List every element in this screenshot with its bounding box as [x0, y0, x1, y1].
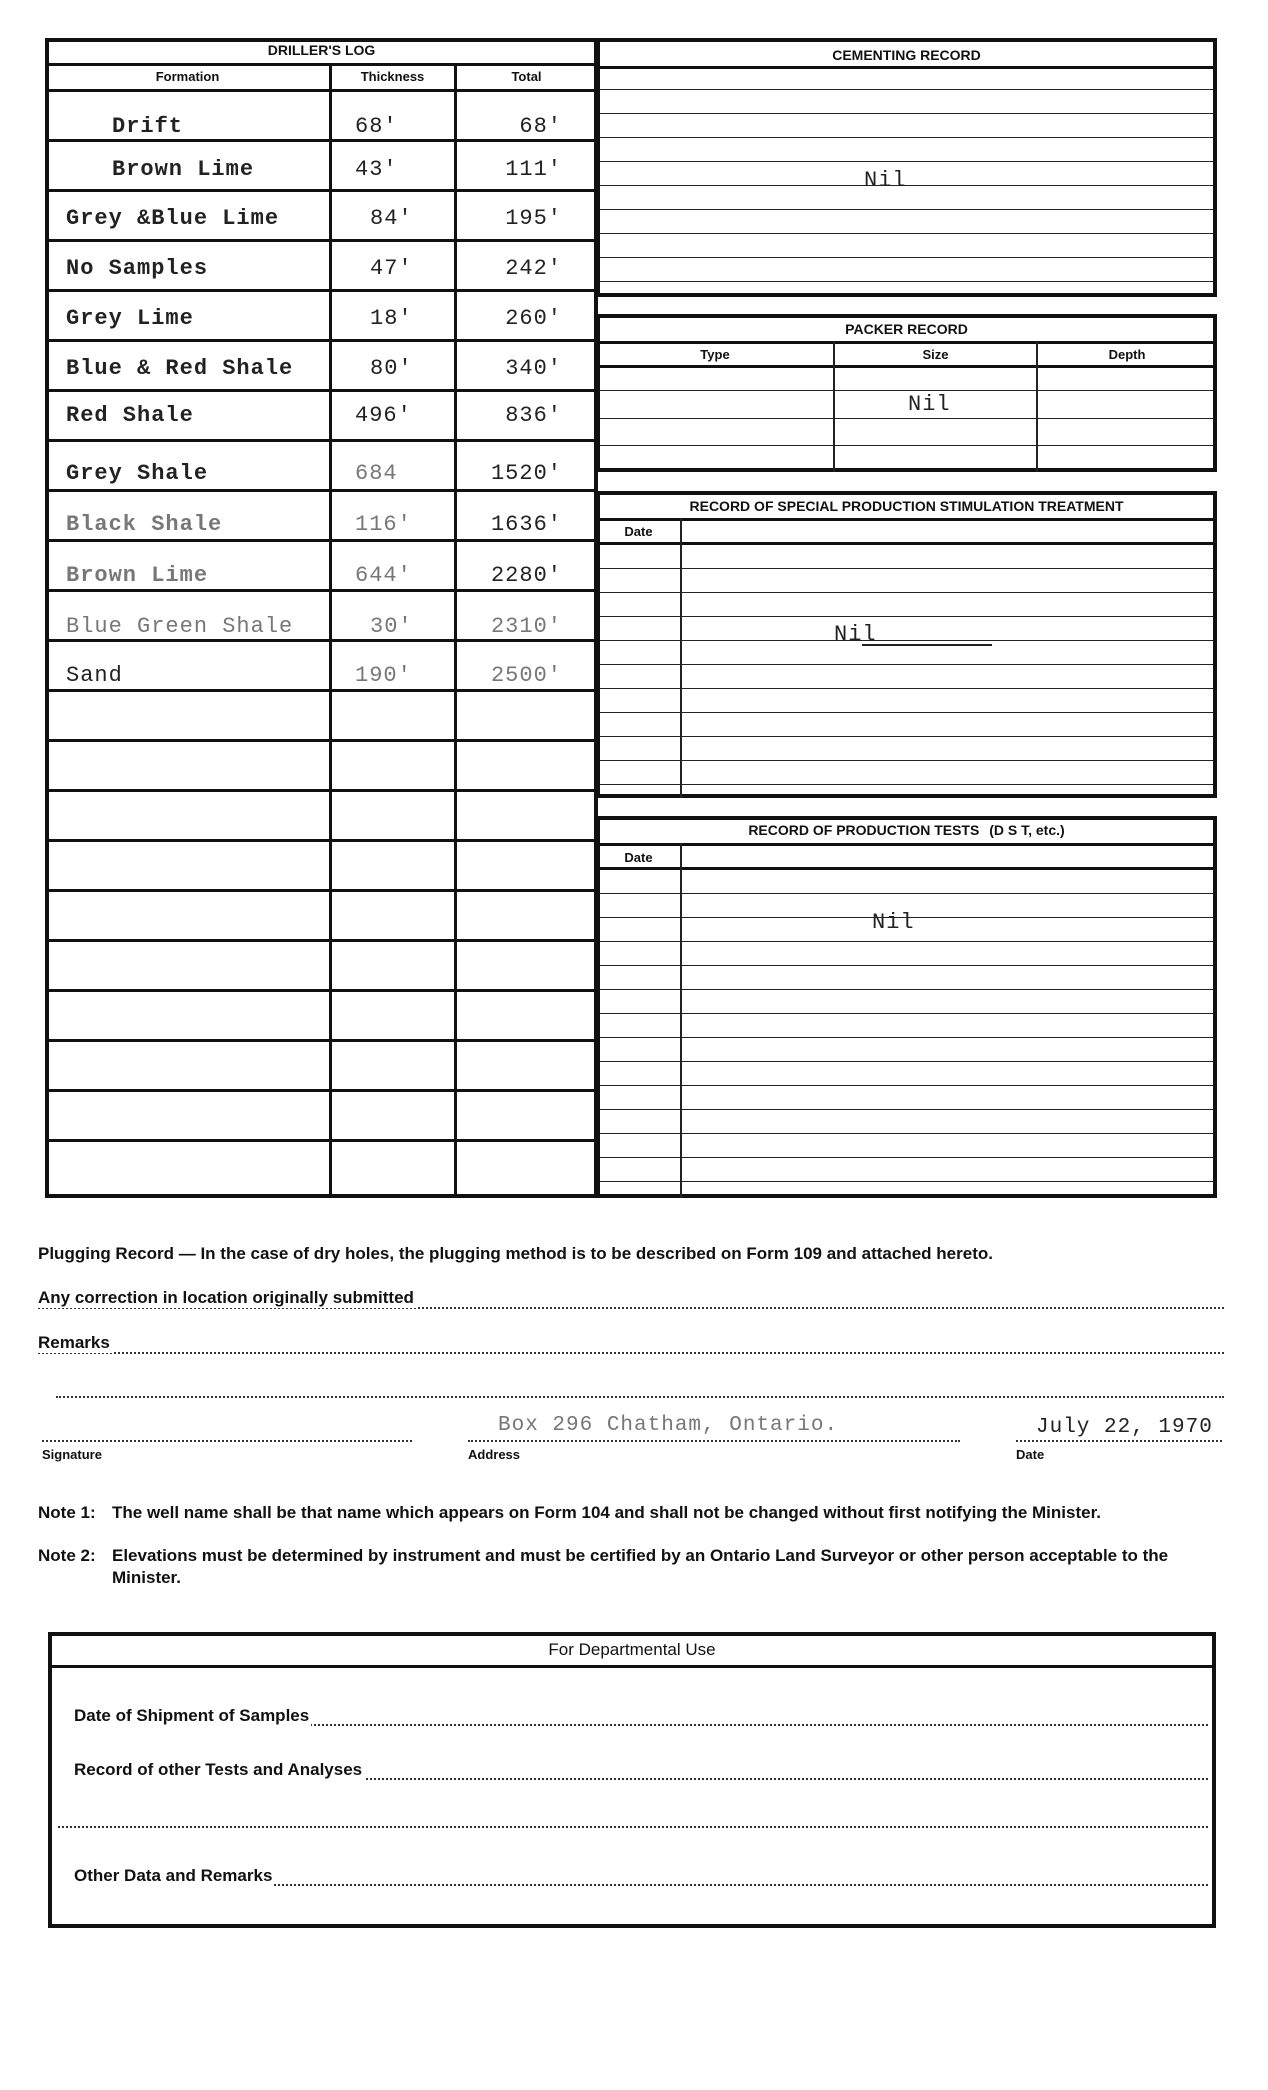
sample-shipment-label: Date of Shipment of Samples: [74, 1706, 310, 1725]
log-row-total: 111': [505, 157, 562, 182]
ruled-line: [45, 789, 598, 792]
location-correction-label: Any correction in location originally submitted: [38, 1288, 414, 1307]
other-data-remarks-label: Other Data and Remarks: [74, 1866, 273, 1885]
log-row-thickness: 68': [355, 114, 398, 139]
ruled-line: [600, 1133, 1213, 1134]
ruled-line: [600, 989, 1213, 990]
log-row-thickness: 47': [370, 256, 413, 281]
ruled-line: [600, 445, 1213, 446]
log-row-total: 836': [505, 403, 562, 428]
ruled-line: [600, 893, 1213, 894]
signature-line[interactable]: [42, 1440, 412, 1442]
packer-size-header: Size: [922, 347, 949, 362]
log-row-total: 242': [505, 256, 562, 281]
log-row-total: 195': [505, 206, 562, 231]
packer-type-header: Type: [700, 347, 730, 362]
ruled-line: [600, 688, 1213, 689]
total-header: Total: [511, 69, 542, 84]
log-row-thickness: 18': [370, 306, 413, 331]
ruled-line: [600, 233, 1213, 234]
log-row-formation: Sand: [66, 663, 123, 688]
ruled-line: [600, 1037, 1213, 1038]
log-row-total: 2280': [490, 563, 562, 588]
production-tests-value: Nil: [872, 910, 915, 935]
note-1-text: The well name shall be that name which appears on Form 104 and shall not be changed without first notifying the Minister.: [112, 1503, 1101, 1522]
cementing-value: Nil: [864, 168, 907, 193]
log-row-formation: Grey Lime: [66, 306, 194, 331]
stimulation-value: Nil: [834, 622, 877, 647]
ruled-line: [45, 239, 598, 242]
location-correction-field[interactable]: [38, 1288, 1224, 1314]
ruled-line: [600, 113, 1213, 114]
ruled-line: [600, 418, 1213, 419]
ruled-line: [600, 1061, 1213, 1062]
other-tests-field[interactable]: [74, 1760, 1208, 1784]
ruled-line: [600, 568, 1213, 569]
log-row-formation: Brown Lime: [66, 563, 209, 588]
log-row-formation: Blue & Red Shale: [66, 356, 294, 381]
address-label: Address: [468, 1447, 521, 1462]
log-row-formation: Red Shale: [66, 403, 194, 428]
ruled-line: [600, 640, 1213, 641]
ruled-line: [45, 289, 598, 292]
ruled-line: [45, 939, 598, 942]
ruled-line: [45, 539, 598, 542]
ruled-line: [45, 689, 598, 692]
ruled-line: [600, 965, 1213, 966]
log-row-thickness: 684: [355, 461, 398, 486]
log-row-thickness: 43': [355, 157, 398, 182]
log-row-total: 2310': [490, 614, 562, 639]
address-line[interactable]: [468, 1440, 960, 1442]
log-row-formation: Grey Shale: [66, 461, 209, 486]
departmental-use-title: For Departmental Use: [548, 1640, 716, 1659]
remarks-field[interactable]: [38, 1333, 1224, 1359]
ruled-line: [600, 941, 1213, 942]
signature-label: Signature: [42, 1447, 102, 1462]
date-line[interactable]: [1016, 1440, 1222, 1442]
log-row-formation: Brown Lime: [112, 157, 255, 182]
ruled-line: [45, 439, 598, 442]
production-tests-table: [596, 816, 1217, 1198]
thickness-header: Thickness: [360, 69, 425, 84]
log-row-thickness: 190': [355, 663, 412, 688]
date-value: July 22, 1970: [1036, 1416, 1213, 1439]
other-tests-continuation-line[interactable]: [58, 1826, 1208, 1828]
ruled-line: [45, 1139, 598, 1142]
formation-header: Formation: [155, 69, 220, 84]
cementing-record-title: CEMENTING RECORD: [832, 47, 981, 63]
log-row-formation: Blue Green Shale: [66, 614, 294, 639]
ruled-line: [45, 139, 598, 142]
ruled-line: [600, 390, 1213, 391]
ruled-line: [45, 339, 598, 342]
log-row-thickness: 80': [370, 356, 413, 381]
ruled-line: [600, 616, 1213, 617]
log-row-total: 260': [505, 306, 562, 331]
log-row-thickness: 496': [355, 403, 412, 428]
drillers-log-title: DRILLER'S LOG: [267, 42, 376, 58]
ruled-line: [600, 1157, 1213, 1158]
production-tests-date-header: Date: [624, 850, 653, 865]
production-tests-title-suffix: (D S T, etc.): [989, 822, 1065, 838]
ruled-line: [600, 1109, 1213, 1110]
log-row-formation: Grey &Blue Lime: [66, 206, 280, 231]
stimulation-date-header: Date: [624, 524, 653, 539]
ruled-line: [600, 664, 1213, 665]
ruled-line: [45, 1089, 598, 1092]
ruled-line: [45, 589, 598, 592]
ruled-line: [600, 257, 1213, 258]
packer-value: Nil: [908, 392, 951, 417]
stimulation-title: RECORD OF SPECIAL PRODUCTION STIMULATION TREATMENT: [689, 498, 1124, 514]
ruled-line: [45, 889, 598, 892]
ruled-line: [45, 389, 598, 392]
log-row-total: 2500': [490, 663, 562, 688]
packer-record-title: PACKER RECORD: [845, 321, 968, 337]
ruled-line: [45, 739, 598, 742]
log-row-thickness: 30': [370, 614, 413, 639]
ruled-line: [45, 839, 598, 842]
ruled-line: [45, 1039, 598, 1042]
ruled-line: [600, 712, 1213, 713]
packer-record-table: [596, 314, 1217, 472]
address-value: Box 296 Chatham, Ontario.: [498, 1414, 839, 1437]
production-tests-title-text: RECORD OF PRODUCTION TESTS: [748, 822, 980, 838]
ruled-line: [600, 1085, 1213, 1086]
log-row-total: 68': [519, 114, 562, 139]
ruled-line: [600, 161, 1213, 162]
ruled-line: [45, 989, 598, 992]
note-1-label: Note 1:: [38, 1503, 96, 1522]
remarks-label: Remarks: [38, 1333, 110, 1352]
note-2-label: Note 2:: [38, 1546, 96, 1565]
log-row-total: 340': [505, 356, 562, 381]
ruled-line: [600, 1181, 1213, 1182]
log-row-formation: Drift: [112, 114, 184, 139]
log-row-total: 1520': [490, 461, 562, 486]
production-tests-title: [596, 822, 1217, 838]
ruled-line: [600, 137, 1213, 138]
remarks-continuation-line[interactable]: [56, 1396, 1224, 1398]
log-row-thickness: 116': [355, 512, 412, 537]
note-2-text: Elevations must be determined by instrument and must be certified by an Ontario Land Surveyor or other person acceptable to the Minister.: [112, 1546, 1169, 1587]
ruled-line: [600, 592, 1213, 593]
log-row-formation: No Samples: [66, 256, 209, 281]
ruled-line: [600, 89, 1213, 90]
ruled-line: [600, 784, 1213, 785]
log-row-formation: Black Shale: [66, 512, 223, 537]
log-row-thickness: 84': [370, 206, 413, 231]
ruled-line: [600, 736, 1213, 737]
ruled-line: [600, 1013, 1213, 1014]
other-data-remarks-field[interactable]: [74, 1866, 1208, 1890]
ruled-line: [45, 489, 598, 492]
plugging-record-text: Plugging Record — In the case of dry holes, the plugging method is to be described on Form 109 and attached hereto.: [38, 1244, 993, 1263]
ruled-line: [600, 760, 1213, 761]
other-tests-label: Record of other Tests and Analyses: [74, 1760, 363, 1779]
ruled-line: [45, 189, 598, 192]
packer-depth-header: Depth: [1108, 347, 1146, 362]
ruled-line: [600, 281, 1213, 282]
log-row-thickness: 644': [355, 563, 412, 588]
log-row-total: 1636': [490, 512, 562, 537]
ruled-line: [45, 639, 598, 642]
date-label: Date: [1016, 1447, 1045, 1462]
ruled-line: [600, 209, 1213, 210]
sample-shipment-date-field[interactable]: [74, 1706, 1208, 1730]
